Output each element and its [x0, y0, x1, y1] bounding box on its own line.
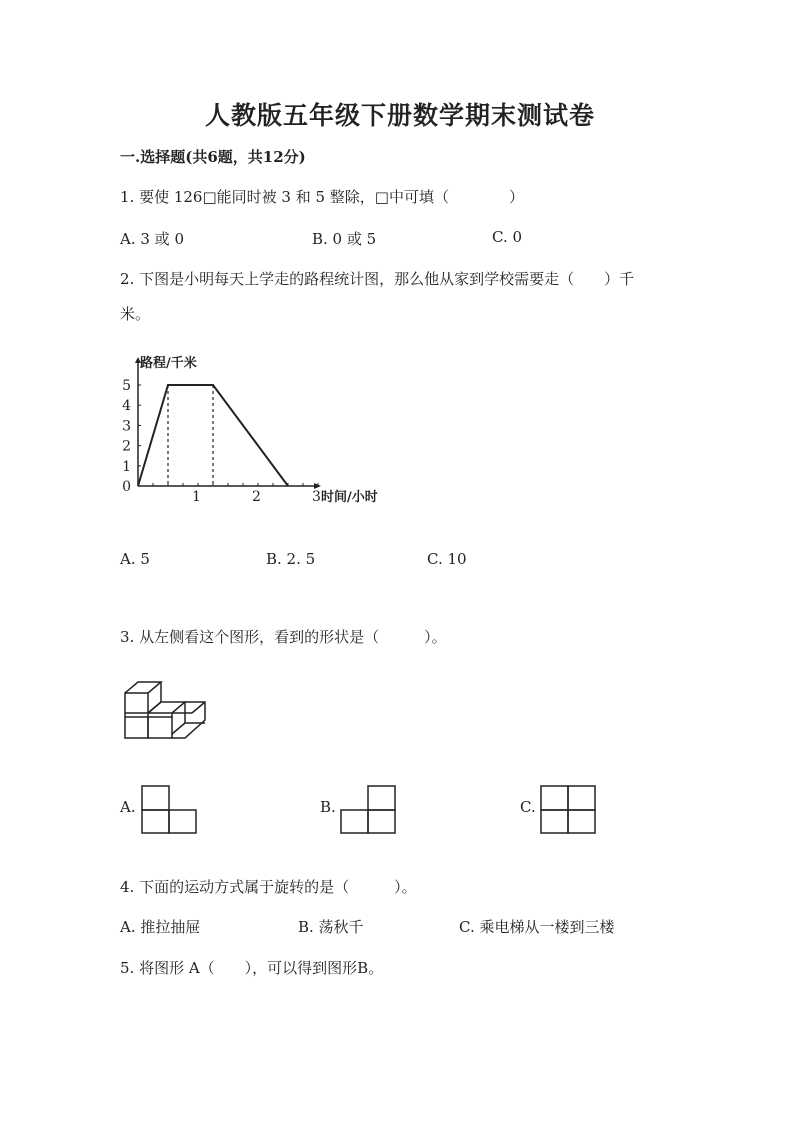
q1-option-b: B. 0 或 5 [312, 230, 377, 248]
cube-top [148, 702, 185, 713]
y-tick-label: 2 [122, 438, 131, 455]
q3-option-c: C. [520, 798, 536, 816]
question-2-line-1: 2. 下图是小明每天上学走的路程统计图，那么他从家到学校需要走（ ）千 [120, 270, 635, 288]
question-1: 1. 要使 126□能同时被 3 和 5 整除，□中可填（ ） [120, 188, 524, 206]
q1-option-c: C. 0 [492, 228, 523, 246]
q3-option-b: B. [320, 798, 336, 816]
q3-option-a-shape [140, 784, 200, 836]
y-tick-label: 5 [122, 378, 131, 394]
cube-edge [192, 702, 205, 713]
q4-option-c: C. 乘电梯从一楼到三楼 [459, 918, 615, 936]
question-2-line-2: 米。 [120, 305, 151, 323]
cube-edge [172, 723, 185, 734]
q3-option-c-shape [539, 784, 599, 836]
distance-time-chart [118, 355, 418, 510]
q3-option-b-shape [339, 784, 399, 836]
cube-face [125, 717, 148, 738]
question-3: 3. 从左侧看这个图形，看到的形状是（ ）。 [120, 628, 447, 646]
y-tick-label: 4 [122, 398, 131, 415]
y-tick-label: 1 [122, 458, 131, 475]
cube-top [125, 682, 161, 693]
y-axis-label: 路程/千米 [140, 356, 197, 371]
q4-option-a: A. 推拉抽屉 [120, 918, 201, 936]
cube-face [125, 693, 148, 713]
q2-option-b: B. 2. 5 [266, 550, 316, 568]
q2-option-a: A. 5 [120, 550, 150, 568]
x-tick-label: 2 [252, 489, 261, 505]
q3-option-a: A. [120, 798, 136, 816]
cube-face [148, 717, 172, 738]
q2-option-c: C. 10 [427, 550, 467, 568]
section-heading: 一.选择题(共6题，共12分) [120, 148, 306, 166]
y-tick-label: 0 [122, 479, 131, 495]
q4-option-b: B. 荡秋千 [298, 918, 364, 936]
cube-side [172, 702, 205, 738]
page-title: 人教版五年级下册数学期末测试卷 [204, 101, 595, 130]
q1-option-a: A. 3 或 0 [120, 230, 184, 248]
x-tick-label: 3 [312, 489, 321, 505]
cube-stack-figure [120, 675, 215, 745]
x-tick-label: 1 [192, 489, 201, 505]
y-tick-label: 3 [122, 418, 131, 435]
question-4: 4. 下面的运动方式属于旋转的是（ ）。 [120, 878, 417, 896]
question-5: 5. 将图形 A（ ），可以得到图形B。 [120, 959, 384, 977]
x-axis-label: 时间/小时 [321, 490, 378, 505]
